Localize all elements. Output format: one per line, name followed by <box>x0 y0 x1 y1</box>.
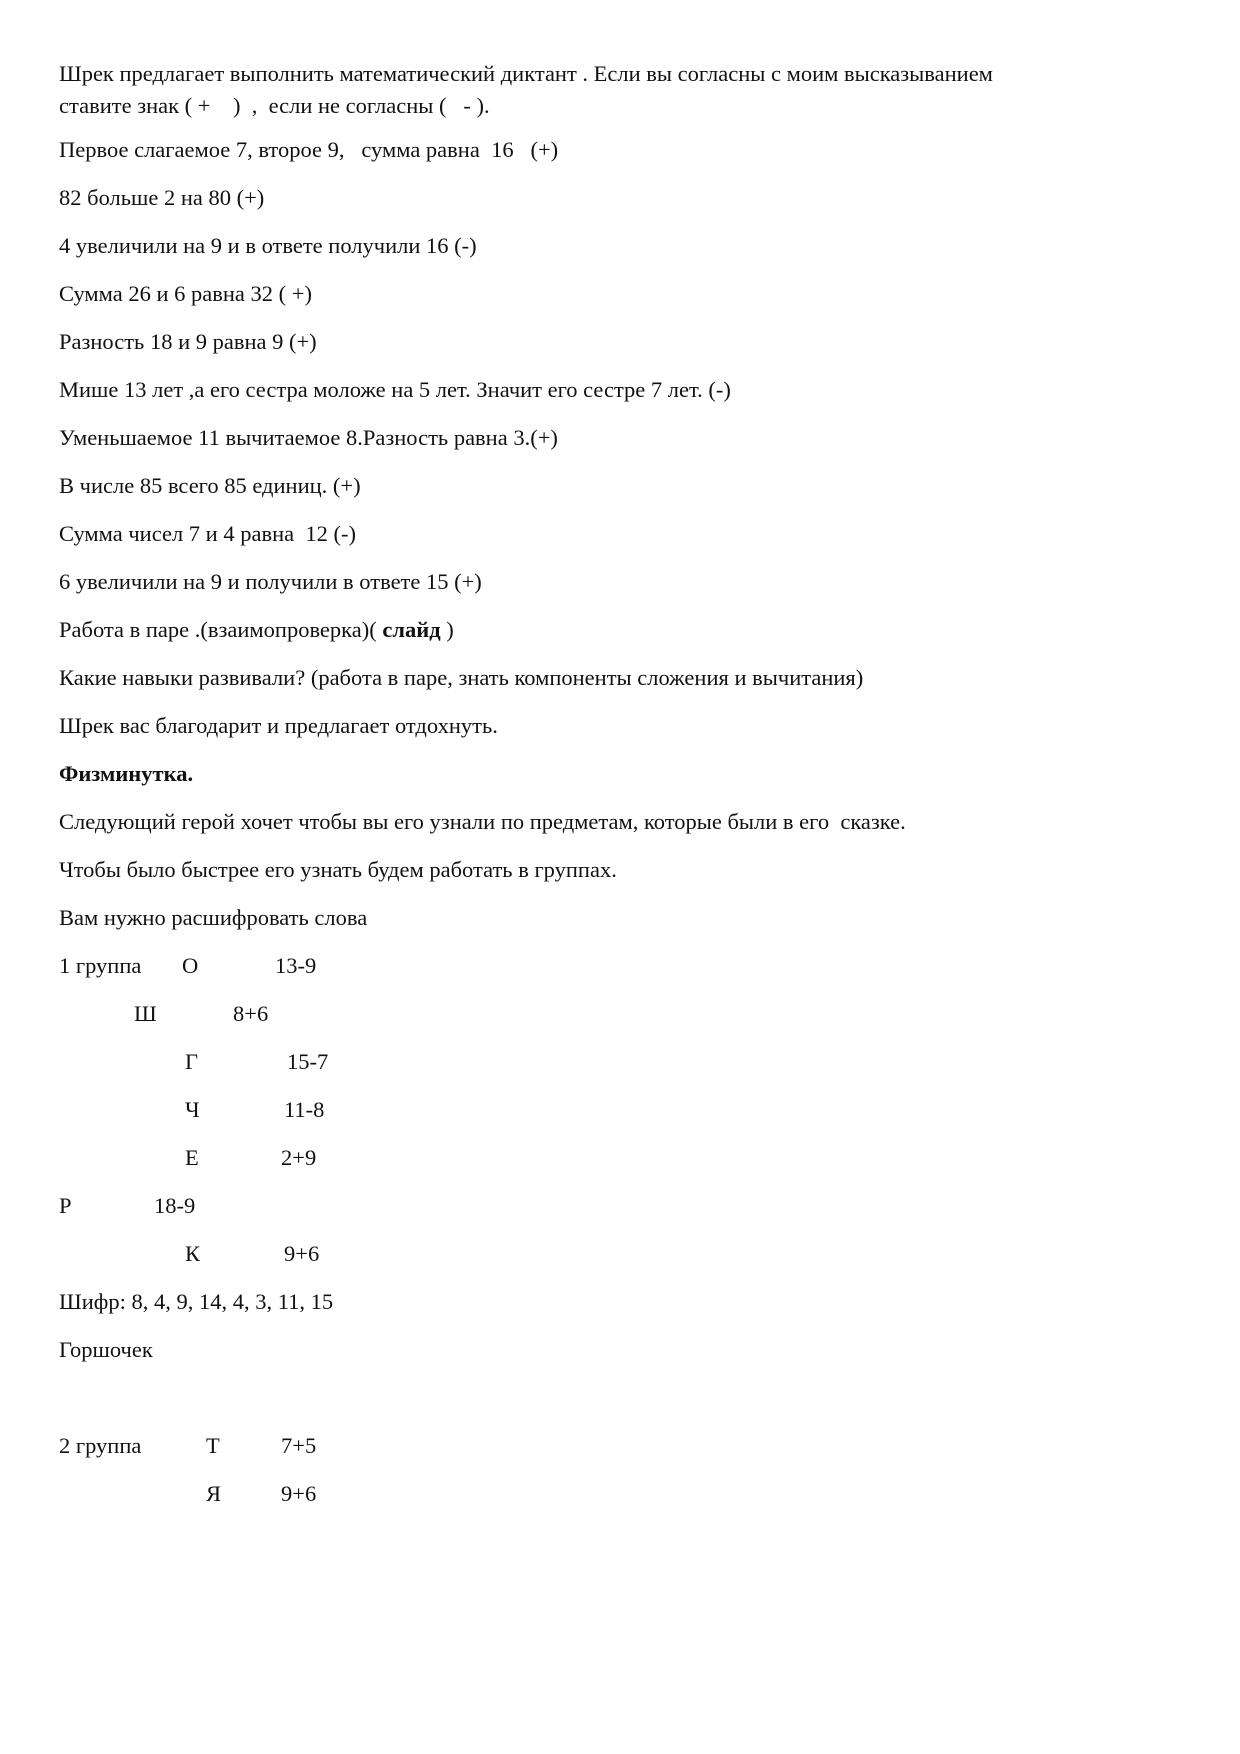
group1-letter: Г <box>185 1049 199 1074</box>
dictation-item-7: Уменьшаемое 11 вычитаемое 8.Разность равна 3.(+) <box>59 425 558 450</box>
group1-cipher: Шифр: 8, 4, 9, 14, 4, 3, 11, 15 <box>59 1289 334 1314</box>
group2-expr: 9+6 <box>281 1481 317 1506</box>
dictation-item-2: 82 больше 2 на 80 (+) <box>59 185 265 210</box>
fizminutka-heading: Физминутка. <box>59 761 194 786</box>
group1-expr: 15-7 <box>287 1049 329 1074</box>
group1-expr: 2+9 <box>281 1145 317 1170</box>
dictation-item-6: Мише 13 лет ,а его сестра моложе на 5 лет. Значит его сестре 7 лет. (-) <box>59 377 731 402</box>
group1-letter: Е <box>185 1145 199 1170</box>
groups-intro-line: Чтобы было быстрее его узнать будем работать в группах. <box>59 857 617 882</box>
dictation-item-9: Сумма чисел 7 и 4 равна 12 (-) <box>59 521 356 546</box>
group2-letter: Я <box>206 1481 222 1506</box>
dictation-item-1: Первое слагаемое 7, второе 9, сумма равна 16 (+) <box>59 137 559 162</box>
group1-expr: 9+6 <box>284 1241 320 1266</box>
group2-label: 2 группа <box>59 1433 142 1458</box>
group1-letter: Ч <box>185 1097 200 1122</box>
group1-letter: О <box>182 953 199 978</box>
group2-expr: 7+5 <box>281 1433 317 1458</box>
group1-expr: 18-9 <box>154 1193 196 1218</box>
dictation-item-3: 4 увеличили на 9 и в ответе получили 16 (-) <box>59 233 477 258</box>
dictation-item-5: Разность 18 и 9 равна 9 (+) <box>59 329 317 354</box>
dictation-item-10: 6 увеличили на 9 и получили в ответе 15 (+) <box>59 569 482 594</box>
dictation-item-8: В числе 85 всего 85 единиц. (+) <box>59 473 361 498</box>
group1-letter: К <box>185 1241 201 1266</box>
pair-work-text: Работа в паре .(взаимопроверка)( <box>59 617 383 642</box>
pair-work-slide: слайд <box>382 617 441 642</box>
group1-expr: 11-8 <box>284 1097 325 1122</box>
intro-line-1: Шрек предлагает выполнить математический диктант . Если вы согласны с моим высказыванием <box>59 61 993 86</box>
group2-letter: Т <box>206 1433 220 1458</box>
dictation-item-4: Сумма 26 и 6 равна 32 ( +) <box>59 281 312 306</box>
thanks-line: Шрек вас благодарит и предлагает отдохнуть. <box>59 713 498 738</box>
skills-line: Какие навыки развивали? (работа в паре, знать компоненты сложения и вычитания) <box>59 665 864 690</box>
intro-line-2: ставите знак ( + ) , если не согласны ( - ). <box>59 93 490 118</box>
group1-letter: Р <box>59 1193 72 1218</box>
group1-letter: Ш <box>134 1001 157 1026</box>
group1-expr: 8+6 <box>233 1001 269 1026</box>
pair-work-line <box>59 614 454 646</box>
pair-work-end: ) <box>440 617 454 642</box>
group1-expr: 13-9 <box>275 953 317 978</box>
group1-label: 1 группа <box>59 953 142 978</box>
group1-answer: Горшочек <box>59 1337 153 1362</box>
next-hero-line: Следующий герой хочет чтобы вы его узнали по предметам, которые были в его сказке. <box>59 809 906 834</box>
decode-intro-line: Вам нужно расшифровать слова <box>59 905 368 930</box>
